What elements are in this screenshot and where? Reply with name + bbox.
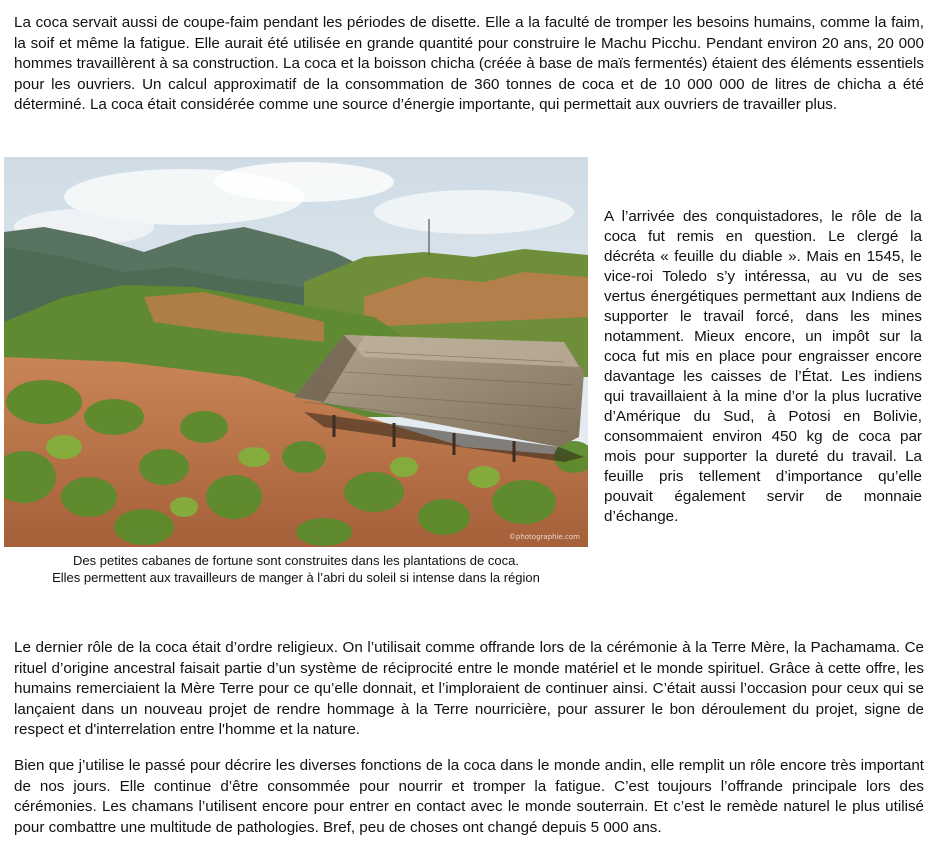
- caption-line-1: Des petites cabanes de fortune sont construites dans les plantations de coca.: [73, 553, 519, 568]
- photo-caption: [4, 552, 588, 586]
- plantation-illustration: [4, 157, 588, 547]
- today-paragraph: Bien que j’utilise le passé pour décrire les diverses fonctions de la coca dans le monde andin, elle remplit un rôle encore très important de nos jours. Elle continue d’être consommée pour nourrir et tromper la fatigue. C’est toujours l’offrande principale lors des cérémonies. Les chamans l’utilisent encore pour entrer en contact avec le monde souterrain. Et c’est le remède naturel le plus utilisé pour combattre une multitude de pathologies. Bref, peu de choses ont changé depuis 5 000 ans.: [14, 757, 924, 836]
- coca-plantation-photo: [4, 157, 588, 547]
- photo-watermark: ©photographie.com: [508, 533, 580, 541]
- caption-line-2: Elles permettent aux travailleurs de manger à l’abri du soleil si intense dans la région: [52, 570, 540, 585]
- conquistadores-paragraph: A l’arrivée des conquistadores, le rôle de la coca fut remis en question. Le clergé la décréta « feuille du diable ». Mais en 1545, le vice-roi Toledo s’y intéressa, au vu de ses vertus énergétiques permettant aux Indiens de supporter le travail forcé, dans les mines notamment. Mieux encore, un impôt sur la coca fut mis en place pour engraisser encore davantage les caisses de l’État. Les indiens qui travaillaient à la mine d’or la plus lucrative d’Amérique du Sud, à Potosi en Bolivie, consommaient environ 450 kg de coca par mois pour supporter la dureté du travail. La feuille pris tellement d’importance qu’elle pouvait également servir de monnaie d’échange.: [604, 208, 922, 525]
- religious-paragraph: Le dernier rôle de la coca était d’ordre religieux. On l’utilisait comme offrande lors de la cérémonie à la Terre Mère, la Pachamama. Ce rituel d’origine ancestral faisait partie d’un système de réciprocité entre le monde matériel et le monde spirituel. Grâce à cette offre, les humains remerciaient la Mère Terre pour ce qu’elle donnait, et l’imploraient de continuer ainsi. C’était aussi l’occasion pour ceux qui se lançaient dans un nouveau projet de rendre hommage à la Terre nourricière, pour assurer le bon déroulement du projet, signe de respect et d'interrelation entre l'homme et la nature.: [14, 639, 924, 738]
- intro-paragraph: La coca servait aussi de coupe-faim pendant les périodes de disette. Elle a la faculté de tromper les besoins humains, comme la faim, la soif et même la fatigue. Elle aurait été utilisée en grande quantité pour construire le Machu Picchu. Pendant environ 20 ans, 20 000 hommes travaillèrent à sa construction. La coca et la boisson chicha (créée à base de maïs fermentés) étaient des éléments essentiels pour les ouvriers. Un calcul approximatif de la consommation de 360 tonnes de coca et de 10 000 000 de litres de chicha a été déterminé. La coca était considérée comme une source d’énergie importante, qui permettait aux ouvriers de travailler plus.: [14, 14, 924, 113]
